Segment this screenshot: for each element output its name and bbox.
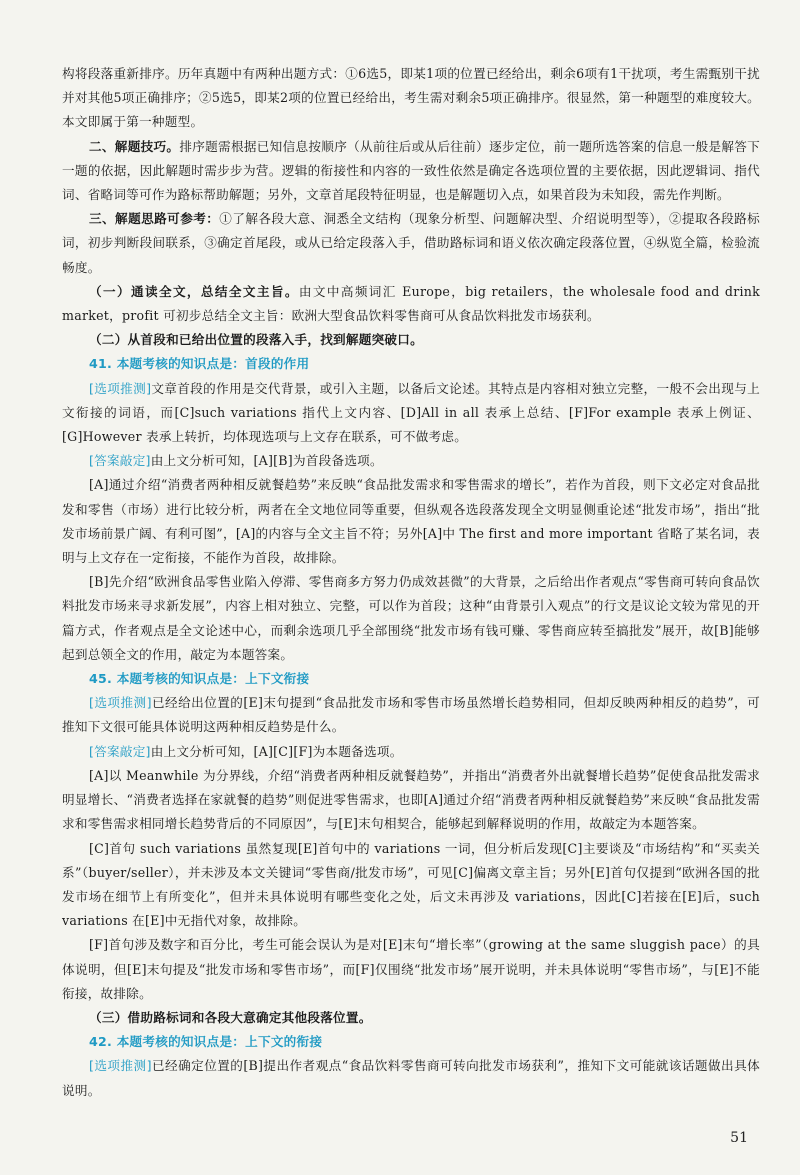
section-lead: 二、解题技巧。 — [89, 138, 180, 154]
answer-confirm-tag: [答案敲定] — [89, 453, 151, 469]
section-lead: 三、解题思路可参考： — [89, 211, 220, 227]
paragraph-45-option-c: [C]首句 such variations 虽然复现[E]首句中的 variations 一词，但分析后发现[C]主要谈及“市场结构”和“买卖关系”（buyer/seller），并未涉及本文关键词“零售商/批发市场”，可见[C]偏离文章主旨；另外[E]首句仅提到“欧洲各国的批发市场在细节上有所变化”，但并未具体说明有哪些变化之处，后文未再涉及 variations，因此[C]若接在[E]后，such variations 在[E]中无指代对象，故排除。 — [62, 840, 760, 929]
paragraph-42-guess: [选项推测]已经确定位置的[B]提出作者观点“食品饮料零售商可转向批发市场获利”，推知下文可能就该话题做出具体说明。 — [62, 1058, 760, 1098]
question-heading-45: 45. 本题考核的知识点是：上下文衔接 — [89, 671, 310, 687]
paragraph-solving-skills: 二、解题技巧。排序题需根据已知信息按顺序（从前往后或从后往前）逐步定位，前一题所选答案的信息一般是解答下一题的依据，因此解题时需步步为营。逻辑的衔接性和内容的一致性依然是确定各选项位置的主要依据，因此逻辑词、指代词、省略词等可作为路标帮助解题；另外，文章首尾段特征明显，也是解题切入点，如果首段为未知段，需先作判断。 — [62, 138, 761, 203]
paragraph-45-answer: [答案敲定]由上文分析可知，[A][C][F]为本题备选项。 — [89, 743, 403, 759]
question-heading-41: 41. 本题考核的知识点是：首段的作用 — [89, 356, 310, 372]
question-heading-42: 42. 本题考核的知识点是：上下文的衔接 — [89, 1034, 323, 1050]
paragraph-intro-continued: 构将段落重新排序。历年真题中有两种出题方式：①6选5，即某1项的位置已经给出，剩余6项有1干扰项，考生需甄别干扰并对其他5项正确排序；②5选5，即某2项的位置已经给出，考生需对剩余5项正确排序。很显然，第一种题型的难度较大。本文即属于第一种题型。 — [62, 66, 760, 130]
paragraph-41-answer: [答案敲定]由上文分析可知，[A][B]为首段备选项。 — [89, 453, 383, 469]
option-guess-tag: [选项推测] — [89, 380, 152, 396]
paragraph-45-option-a: [A]以 Meanwhile 为分界线，介绍“消费者两种相反就餐趋势”，并指出“消费者外出就餐增长趋势”促使食品批发需求明显增长、“消费者选择在家就餐的趋势”则促进零售需求，也即[A]通过介绍“消费者两种相反就餐趋势”来反映“食品批发需求和零售需求相同增长趋势背后的不同原因”，与[E]末句相契合，能够起到解释说明的作用，故敲定为本题答案。 — [62, 767, 760, 832]
page-body — [62, 62, 760, 1103]
answer-confirm-tag: [答案敲定] — [89, 743, 151, 759]
paragraph-main-idea: （一）通读全文，总结全文主旨。由文中高频词汇 Europe，big retailers，the wholesale food and drink market，profit 可初步总结全文主旨：欧洲大型食品饮料零售商可从食品饮料批发市场获利。 — [62, 283, 761, 324]
paragraph-45-option-f: [F]首句涉及数字和百分比，考生可能会误认为是对[E]末句“增长率”（growing at the same sluggish pace）的具体说明，但[E]末句提及“批发市场和零售市场”，而[F]仅围绕“批发市场”展开说明，并未具体说明“零售市场”，与[E]不能衔接，故排除。 — [62, 937, 760, 1001]
page-number: 51 — [730, 1130, 748, 1146]
paragraph-41-guess: [选项推测]文章首段的作用是交代背景，或引入主题，以备后文论述。其特点是内容相对独立完整，一般不会出现与上文衔接的词语，而[C]such variations 指代上文内容、[D]All in all 表承上总结、[F]For example 表承上例证、[G]However 表承上转折，均体现选项与上文存在联系，可不做考虑。 — [62, 380, 761, 445]
paragraph-45-guess: [选项推测]已经给出位置的[E]末句提到“食品批发市场和零售市场虽然增长趋势相同，但却反映两种相反的趋势”，可推知下文很可能具体说明这两种相反趋势是什么。 — [62, 695, 760, 735]
paragraph-solving-approach: 三、解题思路可参考：①了解各段大意、洞悉全文结构（现象分析型、问题解决型、介绍说明型等），②提取各段路标词，初步判断段间联系，③确定首尾段，或从已给定段落入手，借助路标词和语义依次确定段落位置，④纵览全篇，检验流畅度。 — [62, 211, 761, 275]
option-guess-tag: [选项推测] — [89, 695, 152, 711]
section-lead: （一）通读全文，总结全文主旨。 — [89, 283, 299, 299]
subheading-other-paragraphs: （三）借助路标词和各段大意确定其他段落位置。 — [89, 1009, 372, 1025]
subheading-first-paragraph: （二）从首段和已给出位置的段落入手，找到解题突破口。 — [89, 332, 423, 348]
paragraph-41-option-b: [B]先介绍“欧洲食品零售业陷入停滞、零售商多方努力仍成效甚微”的大背景，之后给出作者观点“零售商可转向食品饮料批发市场来寻求新发展”，内容上相对独立、完整，可以作为首段；这种“由背景引入观点”的行文是议论文较为常见的开篇方式，作者观点是全文论述中心，而剩余选项几乎全部围绕“批发市场有钱可赚、零售商应转至搞批发”展开，故[B]能够起到总领全文的作用，敲定为本题答案。 — [62, 574, 760, 662]
paragraph-41-option-a: [A]通过介绍“消费者两种相反就餐趋势”来反映“食品批发需求和零售需求的增长”，若作为首段，则下文必定对食品批发和零售（市场）进行比较分析，两者在全文地位同等重要，但纵观各选段落发现全文明显侧重论述“批发市场”，指出“批发市场前景广阔、有利可图”，[A]的内容与全文主旨不符；另外[A]中 The first and more important 省略了某名词，表明与上文存在一定衔接，不能作为首段，故排除。 — [62, 477, 760, 566]
option-guess-tag: [选项推测] — [89, 1058, 152, 1074]
